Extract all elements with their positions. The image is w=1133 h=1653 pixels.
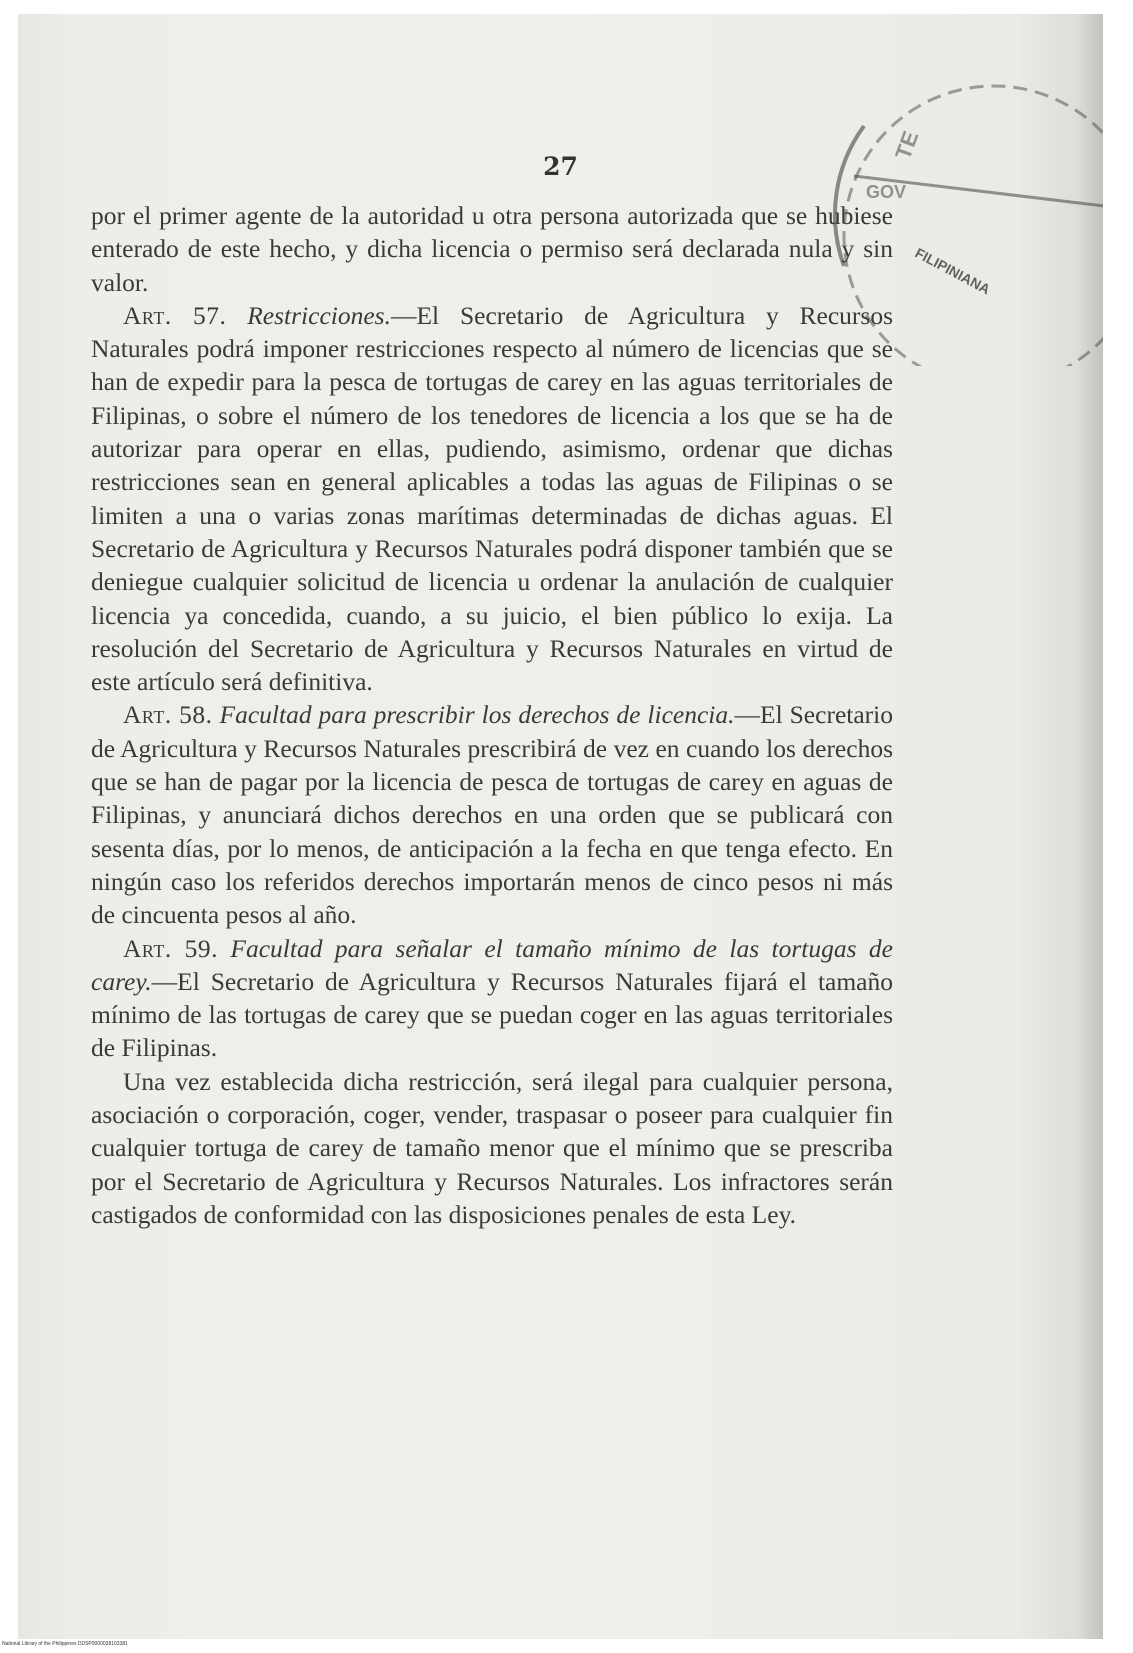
article-58 [91,698,893,931]
article-57-title: Restricciones. [247,300,391,330]
article-59-text: —El Secretario de Agricultura y Recursos Naturales fijará el tamaño mínimo de las tortugas de carey que se puedan coger en las aguas territoriales de Filipinas. [91,966,893,1063]
stamp-text-top: TE [890,127,924,163]
article-59-title: Facultad para señalar el tamaño mínimo de las tortugas de carey. [91,933,893,996]
article-59 [91,932,893,1065]
paragraph-continuation: por el primer agente de la autoridad u otra persona autorizada que se hubiese enterado de este hecho, y dicha licencia o permiso será declarada nula y sin valor. [91,201,893,297]
article-58-title: Facultad para prescribir los derechos de licencia. [219,700,735,730]
page-number: 27 [543,152,578,181]
article-58-text: —El Secretario de Agricultura y Recursos Naturales prescribirá de vez en cuando los derechos que se han de pagar por la licencia de pesca de tortugas de carey en aguas de Filipinas, y anunciará dichos derechos en una orden que se publicará con sesenta días, por lo menos, de anticipación a la fecha en que tenga efecto. En ningún caso los referidos derechos importarán menos de cinco pesos ni más de cincuenta pesos al año. [91,700,893,930]
paragraph-final: Una vez establecida dicha restricción, será ilegal para cualquier persona, asociación o corporación, coger, vender, traspasar o poseer para cualquier fin cualquier tortuga de carey de tamaño menor que el mínimo que se prescriba por el Secretario de Agricultura y Recursos Naturales. Los infractores serán castigados de conformidad con las disposiciones penales de esta Ley. [91,1066,893,1229]
footer-caption: National Library of the Philippines DDSP0000038103381 [2,1641,128,1647]
stamp-text-middle: GOV [866,182,907,202]
article-57 [91,299,893,699]
scanned-page [18,14,1103,1639]
article-58-label: Art. 58. [123,700,213,730]
article-59-label: Art. 59. [123,933,218,963]
article-57-text: —El Secretario de Agricultura y Recursos Naturales podrá imponer restricciones respecto al número de licencias que se han de expedir para la pesca de tortugas de carey en las aguas territoriales de Filipinas, o sobre el número de los tenedores de licencia a los que se ha de autorizar para operar en ellas, pudiendo, asimismo, ordenar que dichas restricciones sean en general aplicables a todas las aguas de Filipinas o se limiten a una o varias zonas marítimas determinadas de dichas aguas. El Secretario de Agricultura y Recursos Naturales podrá disponer también que se deniegue cualquier solicitud de licencia u ordenar la anulación de cualquier licencia ya concedida, cuando, a su juicio, el bien público lo exija. La resolución del Secretario de Agricultura y Recursos Naturales en virtud de este artículo será definitiva. [91,300,894,697]
article-57-label: Art. 57. [123,300,227,330]
document-body [91,199,893,1231]
stamp-text-bottom: FILIPINIANA [912,244,993,298]
